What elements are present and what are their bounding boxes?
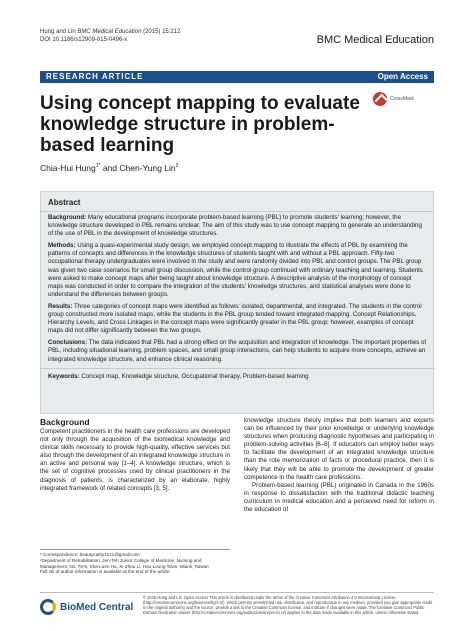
article-type-banner [40,71,434,83]
body-column-left [40,417,230,493]
abstract-heading: Abstract [48,198,81,207]
body-paragraph-2: Problem-based learning (PBL) originated in Canada in the 1960s in response to dissatisfaction with the traditional didactic teaching curriculum in medical education and a perceived need for reform in the education of [244,481,434,514]
abstract-keywords [48,373,428,381]
publisher-logo[interactable] [40,599,133,615]
body-paragraph-1: knowledge structure theory implies that both learners and experts can be influenced by their prior knowledge or underlying knowledge structures when producing diagnostic hypotheses and participating in problem-solving activities [6–8]. If educators can employ better ways to facilitate the development of an integrated knowledge structure than the rote memorization of facts or procedural practice, then it is likely that they will be able to promote the development of greater competence in the health care professions. [244,417,434,481]
author-info-note: Full list of author information is available at the end of the article [40,569,170,575]
keywords-label: Keywords: [48,372,80,380]
author-2[interactable]: Chen-Yung Lin [119,163,176,173]
author-list [40,163,178,173]
open-access-label: Open Access [377,72,428,81]
abstract-background [48,214,428,238]
publisher-logo-text: BioMed Central [60,601,134,613]
author-2-affiliation: 2 [175,163,179,170]
abstract-methods [48,242,428,299]
page-footer [40,592,434,618]
license-text: © 2015 Hung and Lin. Open Access This article is distributed under the terms of the Creative Commons Attribution 4.0 International License (http://creativecommons.org/licenses/by/4.0/), which permits unrestricted use, distribution, and reproduction in any medium, provided you give appropriate credit to the original author(s) and the source, provide a link to the Creative Commons license, and indicate if changes were made. The Creative Commons Public Domain Dedication waiver (http://creativecommons.org/publicdomain/zero/1.0/) applies to the data made available in this article, unless otherwise stated. [143,595,433,615]
footnotes [40,549,230,575]
keywords-divider [41,368,435,369]
citation-authors: Hung and Lin [40,29,76,35]
citation-doi[interactable]: DOI 10.1186/s12909-015-0496-x [40,37,128,43]
biomed-central-logo-icon [40,599,56,615]
journal-name: BMC Medical Education [316,34,434,46]
abstract-methods-text: Using a quasi-experimental study design, we employed concept mapping to illustrate the effects of PBL by examining the patterns of concepts and differences in the knowledge structures of students taught with and without a PBL approach. Fifty-two occupational therapy undergraduates were involved in the study and were randomly divided into PBL and control groups. The PBL group was given two case scenarios for small group discussion, while the control group continued with ordinary teaching and learning. Students were asked to make concept maps after being taught about knowledge structure. A descriptive analysis of the morphology of concept maps was conducted in order to compare the integration of the students' knowledge structures, and statistical analyses were done to understand the differences between groups. [48,242,423,298]
article-type-label: RESEARCH ARTICLE [46,72,144,81]
correspondence-note[interactable]: * Correspondence: beautycathy1121@gmail.com [40,552,140,557]
affiliation-note: ¹Department of Rehabilitation, Jen-Teh Junior College of Medicine, Nursing and Management, No. 79-9, Sha-Luen Hu, Xi-Zhou Li, Hou-Loung Town, Miaoli, Taiwan [40,557,209,569]
crossmark-icon [373,92,387,106]
crossmark-button[interactable] [373,92,414,106]
author-conjunction: and [100,163,120,173]
keywords-text: Concept map, Knowledge structure, Occupational therapy, Problem-based learning [79,372,309,380]
background-heading: Background [40,417,90,427]
author-1[interactable]: Chia-Hui Hung [40,163,96,173]
author-1-affiliation: 1* [95,163,101,170]
abstract-results-text: Three categories of concept maps were identified as follows: isolated, departmental, and integrated. The students in the control group constructed more isolated maps, while the students in the PBL group tended toward integrated mapping. Concept Relationships, Hierarchy Levels, and Cross Linkages in the concept maps were significantly greater in the PBL group; however, examples of concept maps did not differ significantly between the two groups. [48,302,422,335]
citation-volume: (2015) 15:212 [143,29,181,35]
citation [40,28,180,44]
abstract-methods-label: Methods: [48,242,76,250]
abstract-body [48,214,428,385]
crossmark-label: CrossMark [389,96,414,102]
citation-line-1 [40,28,180,36]
abstract-conclusions [48,339,428,363]
article-title: Using concept mapping to evaluate knowledge structure in problem-based learning [40,93,360,156]
abstract-background-text: Many educational programs incorporate problem-based learning (PBL) to promote students' learning; however, the knowledge structure developed in PBL remains unclear. The aim of this study was to use concept mapping to generate an understanding of the use of PBL in the development of knowledge structures. [48,214,422,238]
abstract-divider [41,211,433,212]
abstract-box [40,191,434,414]
abstract-conclusions-text: The data indicated that PBL had a strong effect on the acquisition and integration of knowledge. The important properties of PBL, including situational learning, problem spaces, and small group interactions, can help students to acquire more concepts, achieve an integrated knowledge structure, and enhance clinical reasoning. [48,339,427,363]
citation-journal: BMC Medical Education [77,29,142,35]
abstract-conclusions-label: Conclusions: [48,339,88,347]
background-paragraph: Competent practitioners in the health care professions are developed not only through the acquisition of the biomedical knowledge and clinical skills necessary to provide high-quality, effective services but also through the development of an integrated knowledge structure in an active and personal way [1–4]. A knowledge structure, which is the set of cognitive processes used by clinical practitioners in the diagnosis of patients, is characterized by an elaborate, highly integrated framework of related concepts [3, 5]. [40,428,230,492]
abstract-background-label: Background: [48,214,87,221]
abstract-results [48,303,428,335]
body-column-right [244,417,434,514]
abstract-results-label: Results: [48,302,73,310]
